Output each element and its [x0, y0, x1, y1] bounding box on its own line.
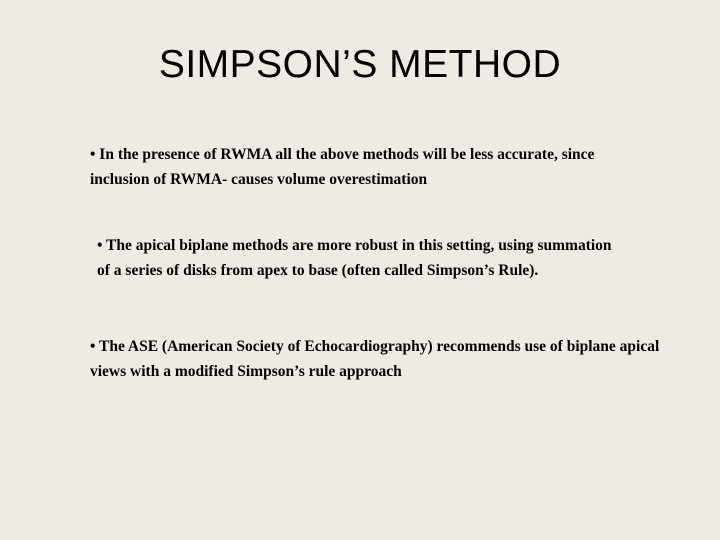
bullet-ase-recommendation: • The ASE (American Society of Echocardiography) recommends use of biplane apical views with a modified Simpson’s rule approach	[90, 338, 660, 380]
bullet-apical-biplane: • The apical biplane methods are more robust in this setting, using summation of a series of disks from apex to base (often called Simpson’s Rule).	[97, 237, 612, 279]
slide-title: SIMPSON’S METHOD	[158, 43, 562, 86]
bullet-rwma-overestimation: • In the presence of RWMA all the above methods will be less accurate, since inclusion of RWMA- causes volume overestimation	[90, 146, 595, 188]
